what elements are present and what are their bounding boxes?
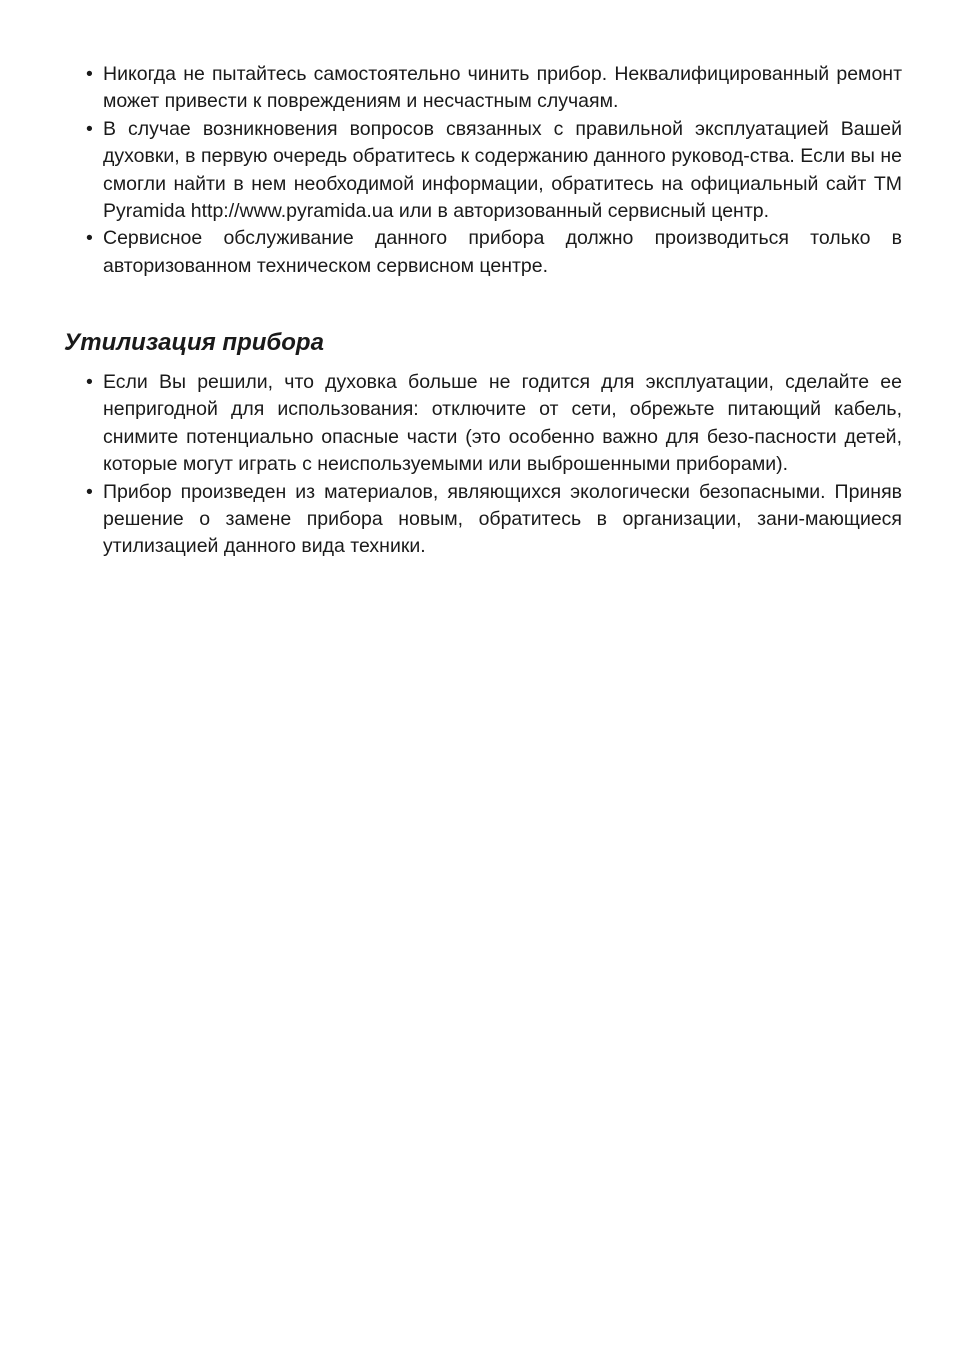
list-item [86, 61, 902, 116]
bullet-marker: • [86, 227, 93, 250]
list-item-text: Никогда не пытайтесь самостоятельно чинить прибор. Неквалифицированный ремонт может привести к повреждениям и несчастным случаям. [103, 63, 902, 113]
list-item [86, 225, 902, 280]
list-item-text: Если Вы решили, что духовка больше не годится для эксплуатации, сделайте ее непригодной для использования: отключите от сети, обрежьте питающий кабель, снимите потенциально опасные части (это особенно важно для безо-пасности детей, которые могут играть с неиспользуемыми или выброшенными приборами). [103, 371, 902, 476]
list-item [86, 116, 902, 226]
bullet-marker: • [86, 63, 93, 85]
list-item [86, 479, 902, 561]
section-heading-disposal: Утилизация прибора [64, 329, 324, 356]
safety-bullet-list [86, 61, 902, 280]
bullet-marker: • [86, 117, 93, 140]
bullet-marker: • [86, 480, 93, 503]
bullet-marker: • [86, 371, 93, 393]
list-item-text: Сервисное обслуживание данного прибора должно производиться только в авторизованном техническом сервисном центре. [103, 227, 902, 277]
list-item [86, 369, 902, 479]
list-item-text: В случае возникновения вопросов связанных с правильной эксплуатацией Вашей духовки, в первую очередь обратитесь к содержанию данного руковод-ства. Если вы не смогли найти в нем необходимой информации, обратитесь на официальный сайт ТМ Pyramida http://www.pyramida.ua или в авторизованный сервисный центр. [103, 117, 902, 223]
disposal-bullet-list [86, 369, 902, 561]
list-item-text: Прибор произведен из материалов, являющихся экологически безопасными. Приняв решение о замене прибора новым, обратитесь в организации, зани-мающиеся утилизацией данного вида техники. [103, 480, 902, 558]
